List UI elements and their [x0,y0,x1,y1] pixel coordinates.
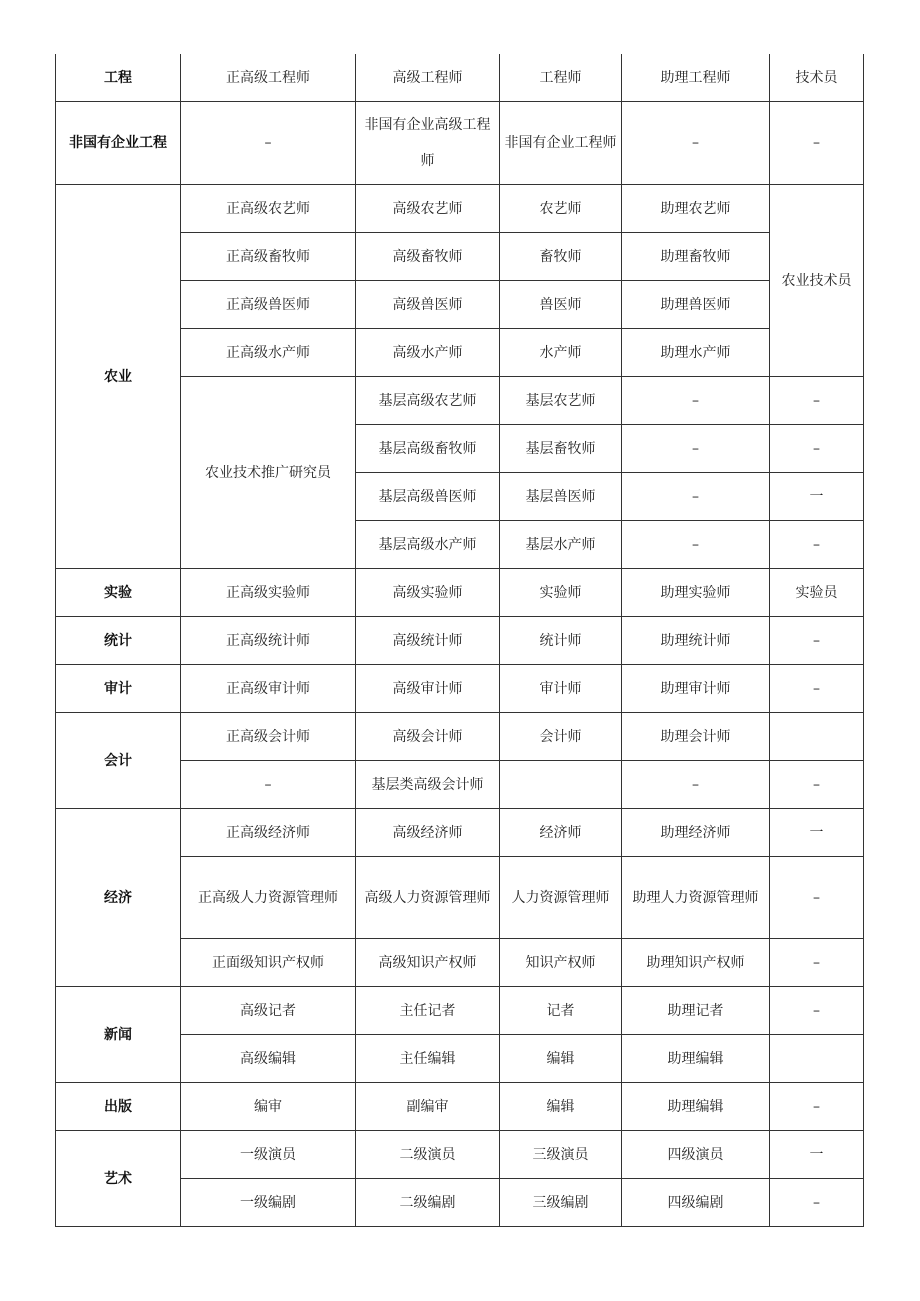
cell-senior-full: 正高级经济师 [181,809,356,857]
cell-assistant: 助理人力资源管理师 [622,857,770,939]
cell-senior-full: 正高级实验师 [181,569,356,617]
cell-assistant: 助理记者 [622,987,770,1035]
cell-technician: 一 [770,1131,864,1179]
cell-senior-full: 正高级人力资源管理师 [181,857,356,939]
cell-intermediate: 实验师 [500,569,622,617]
cell-senior-full: 正高级工程师 [181,54,356,102]
cell-senior: 高级会计师 [356,713,500,761]
cell-senior-full: 编审 [181,1083,356,1131]
cell-intermediate: 知识产权师 [500,939,622,987]
cell-senior: 主任记者 [356,987,500,1035]
cell-senior-full: 正高级会计师 [181,713,356,761]
cell-senior: 高级兽医师 [356,281,500,329]
cell-senior-full: 高级记者 [181,987,356,1035]
category-journalism: 新闻 [56,987,181,1083]
cell-senior: 高级经济师 [356,809,500,857]
cell-senior: 主任编辑 [356,1035,500,1083]
category-audit: 审计 [56,665,181,713]
table-row [56,713,864,761]
cell-assistant: 助理会计师 [622,713,770,761]
cell-assistant: 助理畜牧师 [622,233,770,281]
cell-agri-technician: 农业技术员 [770,185,864,377]
cell-senior: 高级知识产权师 [356,939,500,987]
cell-assistant: – [622,521,770,569]
cell-senior: 基层类高级会计师 [356,761,500,809]
cell-senior-full: 正高级水产师 [181,329,356,377]
cell-assistant: – [622,102,770,185]
table-row [56,1083,864,1131]
table-row [56,617,864,665]
cell-intermediate [500,102,622,185]
cell-senior: 基层高级水产师 [356,521,500,569]
cell-intermediate: 审计师 [500,665,622,713]
cell-assistant: 助理知识产权师 [622,939,770,987]
cell-technician: 实验员 [770,569,864,617]
cell-technician: – [770,761,864,809]
category-economics: 经济 [56,809,181,987]
cell-senior [356,102,500,185]
cell-intermediate: 基层畜牧师 [500,425,622,473]
table-row [56,185,864,233]
category-accounting: 会计 [56,713,181,809]
cell-agri-extension-researcher: 农业技术推广研究员 [181,377,356,569]
table-row [56,987,864,1035]
cell-assistant: – [622,473,770,521]
cell-assistant: – [622,425,770,473]
cell-intermediate: 基层兽医师 [500,473,622,521]
cell-intermediate [500,761,622,809]
category-arts: 艺术 [56,1131,181,1227]
cell-intermediate: 人力资源管理师 [500,857,622,939]
cell-assistant: – [622,377,770,425]
cell-senior: 基层高级兽医师 [356,473,500,521]
cell-technician: – [770,521,864,569]
cell-assistant: 四级编剧 [622,1179,770,1227]
cell-assistant: 助理兽医师 [622,281,770,329]
cell-senior-full: 正高级审计师 [181,665,356,713]
cell-technician: 一 [770,473,864,521]
cell-technician [770,713,864,761]
cell-technician: – [770,377,864,425]
cell-intermediate-text: 非国有企业工程师 [504,135,617,151]
cell-intermediate: 记者 [500,987,622,1035]
cell-technician: – [770,102,864,185]
cell-assistant: 助理农艺师 [622,185,770,233]
cell-assistant: 助理经济师 [622,809,770,857]
cell-technician: – [770,987,864,1035]
cell-intermediate: 编辑 [500,1035,622,1083]
cell-assistant: 助理编辑 [622,1035,770,1083]
cell-technician: – [770,665,864,713]
cell-intermediate: 会计师 [500,713,622,761]
cell-senior: 高级水产师 [356,329,500,377]
cell-senior-text: 非国有企业高级工程师 [364,117,491,169]
cell-intermediate: 水产师 [500,329,622,377]
cell-technician: – [770,1083,864,1131]
cell-senior: 二级编剧 [356,1179,500,1227]
cell-intermediate: 畜牧师 [500,233,622,281]
cell-senior: 副编审 [356,1083,500,1131]
cell-technician: 一 [770,809,864,857]
cell-intermediate: 工程师 [500,54,622,102]
cell-intermediate: 统计师 [500,617,622,665]
category-nonstate-engineering: 非国有企业工程 [56,102,181,185]
title-table-page [55,54,863,1227]
cell-senior: 基层高级农艺师 [356,377,500,425]
cell-assistant: 助理实验师 [622,569,770,617]
cell-senior: 高级统计师 [356,617,500,665]
cell-technician: – [770,939,864,987]
cell-senior-full: 正高级兽医师 [181,281,356,329]
category-laboratory: 实验 [56,569,181,617]
cell-senior: 二级演员 [356,1131,500,1179]
cell-intermediate: 三级演员 [500,1131,622,1179]
table-row [56,1131,864,1179]
cell-senior-full: – [181,102,356,185]
cell-senior: 基层高级畜牧师 [356,425,500,473]
cell-technician: – [770,425,864,473]
cell-intermediate: 基层农艺师 [500,377,622,425]
category-engineering: 工程 [56,54,181,102]
cell-technician: – [770,857,864,939]
cell-intermediate: 经济师 [500,809,622,857]
table-row [56,54,864,102]
table-row [56,665,864,713]
cell-intermediate: 兽医师 [500,281,622,329]
cell-technician: 技术员 [770,54,864,102]
cell-intermediate: 编辑 [500,1083,622,1131]
cell-assistant: – [622,761,770,809]
cell-intermediate: 农艺师 [500,185,622,233]
cell-assistant: 助理编辑 [622,1083,770,1131]
cell-assistant: 助理统计师 [622,617,770,665]
cell-intermediate: 基层水产师 [500,521,622,569]
cell-technician: – [770,1179,864,1227]
category-publishing: 出版 [56,1083,181,1131]
cell-assistant: 助理水产师 [622,329,770,377]
cell-senior-full: 一级编剧 [181,1179,356,1227]
cell-senior: 高级实验师 [356,569,500,617]
table-row [56,102,864,185]
cell-senior-full: 正面级知识产权师 [181,939,356,987]
cell-senior-full: 正高级农艺师 [181,185,356,233]
cell-intermediate: 三级编剧 [500,1179,622,1227]
cell-senior-full: 高级编辑 [181,1035,356,1083]
cell-assistant: 助理工程师 [622,54,770,102]
cell-technician: – [770,617,864,665]
cell-senior-full: 正高级统计师 [181,617,356,665]
cell-assistant: 助理审计师 [622,665,770,713]
cell-senior-full: – [181,761,356,809]
cell-senior: 高级畜牧师 [356,233,500,281]
cell-senior: 高级农艺师 [356,185,500,233]
table-row [56,569,864,617]
cell-senior-full: 一级演员 [181,1131,356,1179]
cell-senior: 高级审计师 [356,665,500,713]
table-row [56,809,864,857]
cell-senior: 高级人力资源管理师 [356,857,500,939]
cell-technician [770,1035,864,1083]
cell-assistant: 四级演员 [622,1131,770,1179]
cell-senior: 高级工程师 [356,54,500,102]
professional-title-table [55,54,864,1227]
cell-senior-full: 正高级畜牧师 [181,233,356,281]
category-agriculture: 农业 [56,185,181,569]
category-statistics: 统计 [56,617,181,665]
